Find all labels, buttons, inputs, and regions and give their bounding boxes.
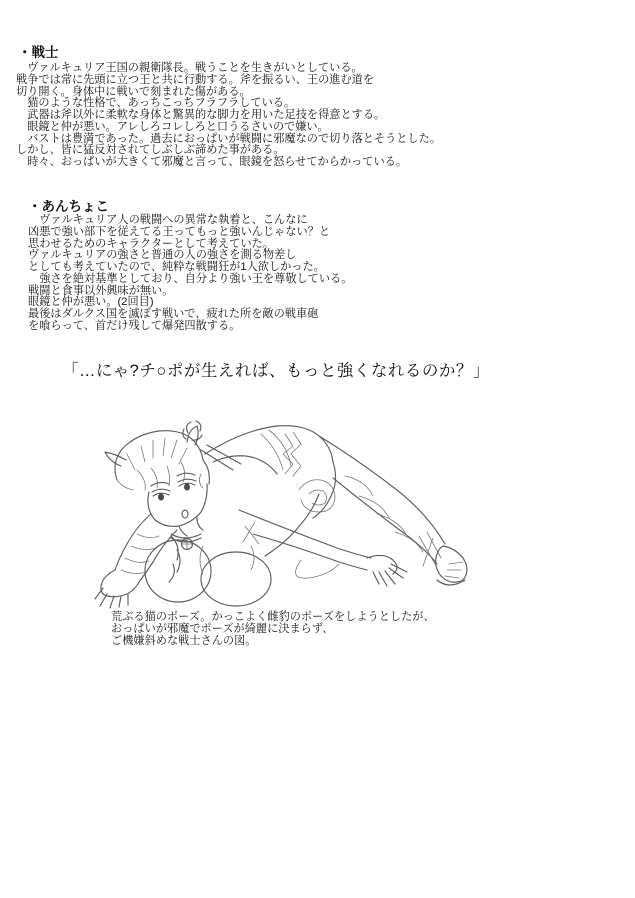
text-line: ヴァルキュリア王国の親衛隊長。戦うことを生きがいとしている。 [16, 62, 363, 74]
text-line: としても考えていたので、純粋な戦闘狂が1人欲しかった。 [28, 261, 325, 273]
text-line: 最後はダルクス国を滅ぼす戦いで、疲れた所を敵の戦車砲 [28, 308, 319, 320]
chest [145, 540, 271, 606]
notes-section-body [28, 215, 352, 333]
text-line: 切り開く。身体中に戦いで刻まれた傷がある。 [16, 85, 251, 98]
text-line: 凶悪で強い部下を従えてる王ってもっと強いんじゃない？と [28, 225, 331, 238]
quote-line: 「…にゃ?チ○ポが生えれば、もっと強くなれるのか？」 [62, 362, 490, 380]
text-line: しかし、皆に猛反対されてしぶしぶ諦めた事がある。 [16, 144, 285, 157]
caption-line: ご機嫌斜めな戦士さんの図。 [111, 634, 257, 647]
anger-mark-icon [183, 421, 202, 440]
gauntlet-arm [95, 514, 180, 608]
torso-and-hip [201, 426, 336, 570]
character-illustration [93, 418, 485, 612]
text-line: 時々、おっぱいが大きくて邪魔と言って、眼鏡を怒らせてからかっている。 [16, 156, 408, 168]
text-line: 戦争では常に先頭に立つ王と共に行動する。斧を振るい、王の進む道を [16, 73, 375, 86]
sandal-foot [436, 546, 467, 585]
text-line: 思わせるためのキャラクターとして考えていた。 [28, 237, 274, 250]
section-heading-warrior: ・戦士 [18, 45, 59, 60]
warrior-section-body [16, 63, 441, 169]
caption-line: おっぱいが邪魔でポーズが綺麗に決まらず、 [111, 622, 334, 635]
extended-arm [239, 510, 407, 586]
text-line: 眼鏡と仲が悪い。アレしろコレしろと口うるさいので嫌い。 [16, 120, 329, 133]
section-heading-notes: ・あんちょこ [28, 199, 109, 214]
text-line: 眼鏡と仲が悪い。(2回目) [28, 296, 154, 309]
text-line: 武器は斧以外に柔軟な身体と驚異的な脚力を用いた足技を得意とする。 [16, 109, 386, 121]
warrior-stretch-drawing [93, 418, 485, 612]
text-line: ヴァルキュリアの強さと普通の人の強さを測る物差し [28, 249, 297, 262]
text-line: バストは豊満であった。過去におっぱいが戦闘に邪魔なので切り落とそうとした。 [16, 132, 442, 145]
text-line: 強さを絶対基準としており、自分より強い王を尊敬している。 [28, 272, 353, 285]
text-line: 猫のような性格で、あっちこっちフラフラしている。 [16, 97, 296, 110]
face [148, 473, 207, 526]
leg-with-tattoo [319, 436, 445, 566]
illustration-caption [111, 612, 435, 647]
text-line: ヴァルキュリア人の戦闘への異常な執着と、こんなに [28, 214, 308, 226]
caption-line: 荒ぶる猫のポーズ。かっこよく雌豹のポーズをしようとしたが、 [111, 611, 435, 623]
text-line: を喰らって、首だけ残して爆発四散する。 [28, 319, 241, 332]
text-line: 戦闘と食事以外興味が無い。 [28, 284, 174, 297]
